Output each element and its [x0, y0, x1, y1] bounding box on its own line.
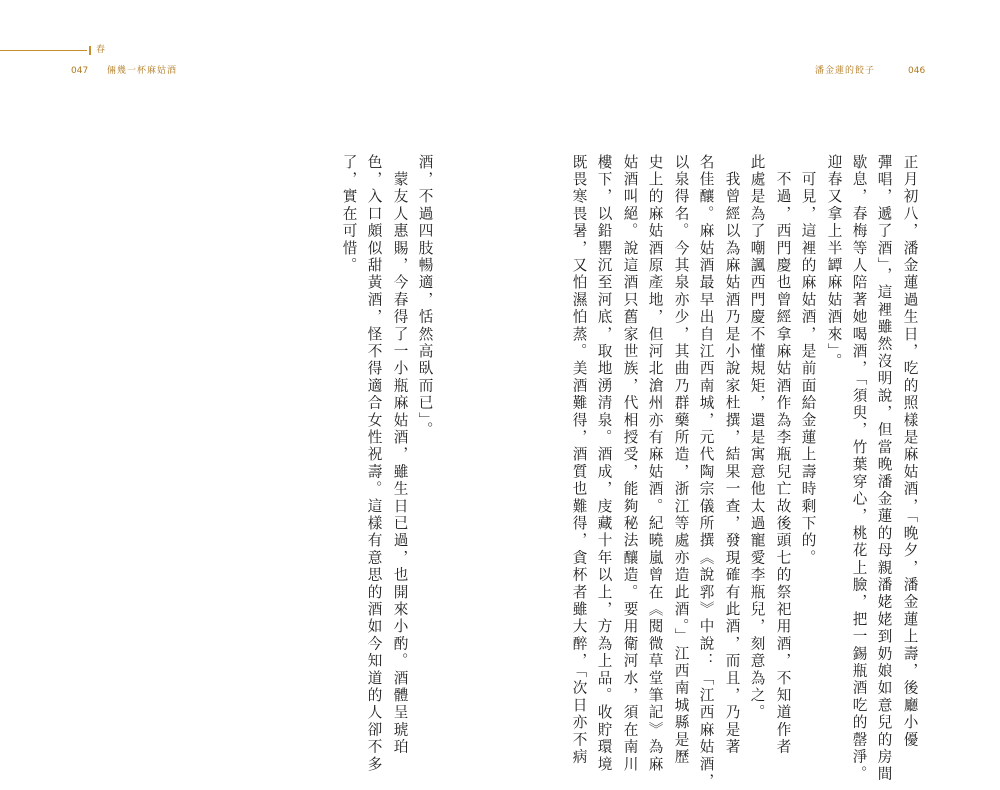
text-column: 蒙友人惠賜，今春得了一小瓶麻姑酒，雖生日已過，也開來小酌。酒體呈琥珀: [391, 154, 409, 756]
text-column: 彈唱，遞了酒」，這裡雖然沒明說，但當晚潘金蓮的母親潘姥姥到奶娘如意兒的房間: [875, 154, 893, 784]
header-rule: [0, 50, 87, 51]
text-column: 史上的麻姑酒原產地，但河北滄州亦有麻姑酒。紀曉嵐曾在《閱微草堂筆記》為麻: [646, 154, 664, 774]
left-page-number: 047: [71, 66, 89, 76]
text-column: 色，入口頗似甜黃酒，怪不得適合女性祝壽。這樣有意思的酒如今知道的人卻不多: [365, 154, 383, 774]
text-column: 可見，這裡的麻姑酒，是前面給金蓮上壽時剩下的。: [799, 154, 817, 567]
text-column: 名佳釀。麻姑酒最早出自江西南城，元代陶宗儀所撰《說郛》中說：「江西麻姑酒，: [697, 154, 715, 790]
right-running-title: 潘金蓮的餃子: [815, 66, 876, 76]
text-column: 姑酒叫絕。說這酒只舊家世族，代相授受，能夠秘法釀造。要用衛河水，須在南川: [621, 154, 639, 774]
text-column: 了，實在可惜。: [340, 154, 358, 275]
text-column: 正月初八，潘金蓮過生日，吃的照樣是麻姑酒，「晚夕，潘金蓮上壽，後廳小優: [901, 154, 919, 749]
text-column: 既畏寒畏暑，又怕濕怕蒸。美酒難得，酒質也難得，貪杯者雖大醉，「次日亦不病: [570, 154, 588, 766]
text-column: 以泉得名。今其泉亦少，其曲乃群藥所造，浙江等處亦造此酒。」江西南城縣是歷: [672, 154, 690, 766]
left-running-title: 倆幾一杯麻姑酒: [107, 66, 178, 76]
text-column: 樓下，以鉛罌沉至河底，取地湧清泉。酒成，庋藏十年以上，方為上品。收貯環境: [595, 154, 613, 774]
text-column: 此處是為了嘲諷西門慶不懂規矩，還是寓意他太過寵愛李瓶兒，刻意為之。: [748, 154, 766, 722]
text-column: 迎春又拿上半罈麻姑酒來」。: [825, 154, 843, 371]
text-column: 歇息，春梅等人陪著她喝酒，「須臾，竹葉穿心，桃花上臉，把一錫瓶酒吃的罄淨。: [850, 154, 868, 784]
header-rule-tick: [89, 46, 91, 55]
text-column: 酒，不過四肢暢適，恬然高臥而已」。: [416, 154, 434, 440]
text-column: 不過，西門慶也曾經拿麻姑酒作為李瓶兒亡故後頭七的祭祀用酒，不知道作者: [774, 154, 792, 756]
chapter-mark: 春: [96, 45, 107, 55]
right-page-number: 046: [908, 66, 926, 76]
text-column: 我曾經以為麻姑酒乃是小說家杜撰，結果一查，發現確有此酒，而且，乃是著: [723, 154, 741, 756]
